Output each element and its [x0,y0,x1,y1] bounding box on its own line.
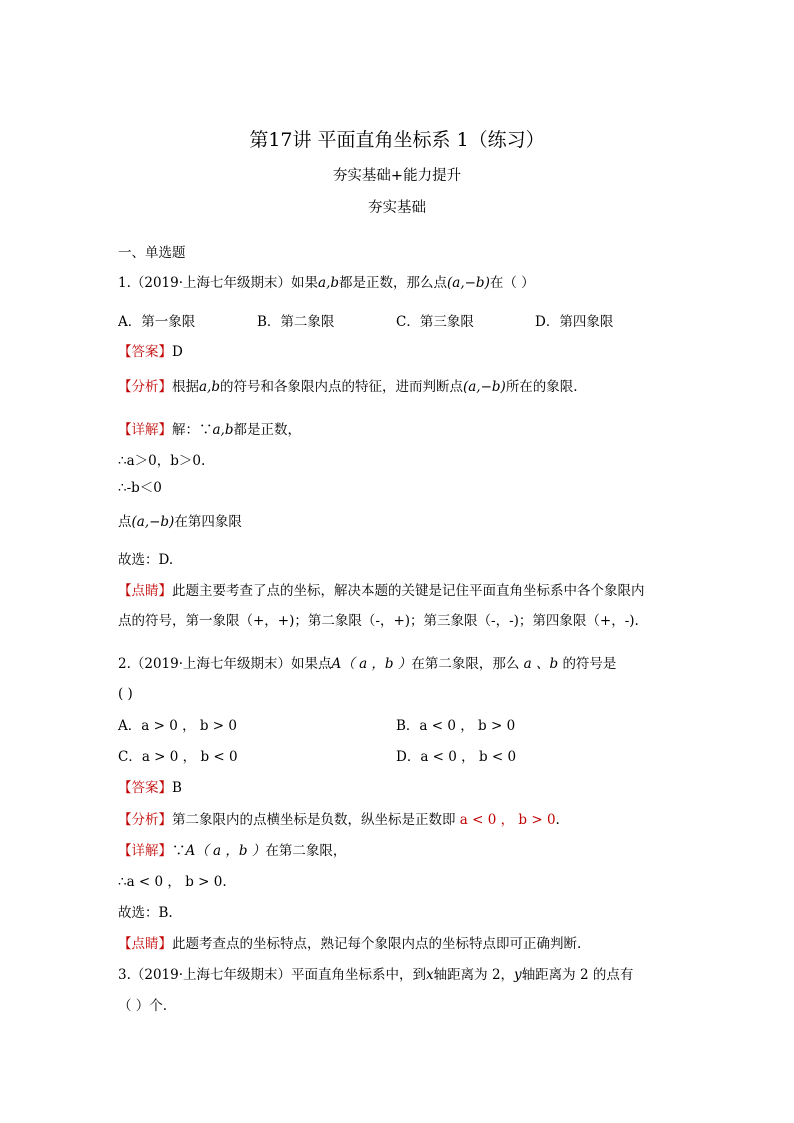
q1-stem: 1.（2019·上海七年级期末）如果a,b都是正数，那么点(a,−b)在（ ） [118,275,535,291]
q2-answer: 【答案】B [118,780,182,796]
q2-analysis: 【分析】第二象限内的点横坐标是负数，纵坐标是正数即 a < 0 ， b > 0. [118,812,560,828]
q1-comment-line2: 点的符号，第一象限（+，+)；第二象限（-，+)；第三象限（-，-)；第四象限（+，-). [118,613,639,629]
q1-answer: 【答案】D [118,344,183,360]
q1-step-1: ∴a＞0，b＞0. [118,453,206,469]
q2-option-b: B．a < 0 ， b > 0 [396,718,516,734]
q2-comment: 【点睛】此题考查点的坐标特点，熟记每个象限内点的坐标特点即可正确判断. [118,936,582,952]
q1-choice: 故选：D. [118,552,174,568]
section-heading: 一、单选题 [118,245,186,261]
q2-choice: 故选：B. [118,905,173,921]
q3-stem: 3.（2019·上海七年级期末）平面直角坐标系中，到x轴距离为 2，y轴距离为 2 的点有 [118,967,634,983]
q2-option-a: A．a > 0 ， b > 0 [118,718,237,734]
q1-step-3: 点(a,−b)在第四象限 [118,514,242,530]
page-title: 第17讲 平面直角坐标系 1（练习） [249,129,545,151]
q1-comment: 【点睛】此题主要考查了点的坐标，解决本题的关键是记住平面直角坐标系中各个象限内 [118,583,645,599]
q1-step-2: ∴-b＜0 [118,480,162,496]
q2-option-d: D．a < 0 ， b < 0 [396,749,517,765]
q2-stem: 2.（2019·上海七年级期末）如果点A（ a ，b ）在第二象限，那么 a 、b 的符号是 [118,656,617,672]
page-subtitle: 夯实基础+能力提升 [332,168,462,184]
q2-answer-blank: ( ) [118,686,133,702]
q1-option-a: A．第一象限 [118,314,196,330]
q1-option-d: D．第四象限 [535,314,614,330]
q2-detail: 【详解】∵A（ a ，b ）在第二象限， [118,843,347,859]
q1-option-b: B．第二象限 [257,314,335,330]
q2-option-c: C．a > 0 ， b < 0 [118,749,238,765]
q3-stem-line2: （ ）个. [118,998,168,1014]
q1-detail: 【详解】解：∵a,b都是正数， [118,422,301,438]
q1-option-c: C．第三象限 [396,314,474,330]
q2-step-1: ∴a < 0 ， b > 0. [118,874,227,890]
q1-analysis: 【分析】根据a,b的符号和各象限内点的特征，进而判断点(a,−b)所在的象限. [118,379,578,395]
section-subtitle: 夯实基础 [368,200,426,216]
